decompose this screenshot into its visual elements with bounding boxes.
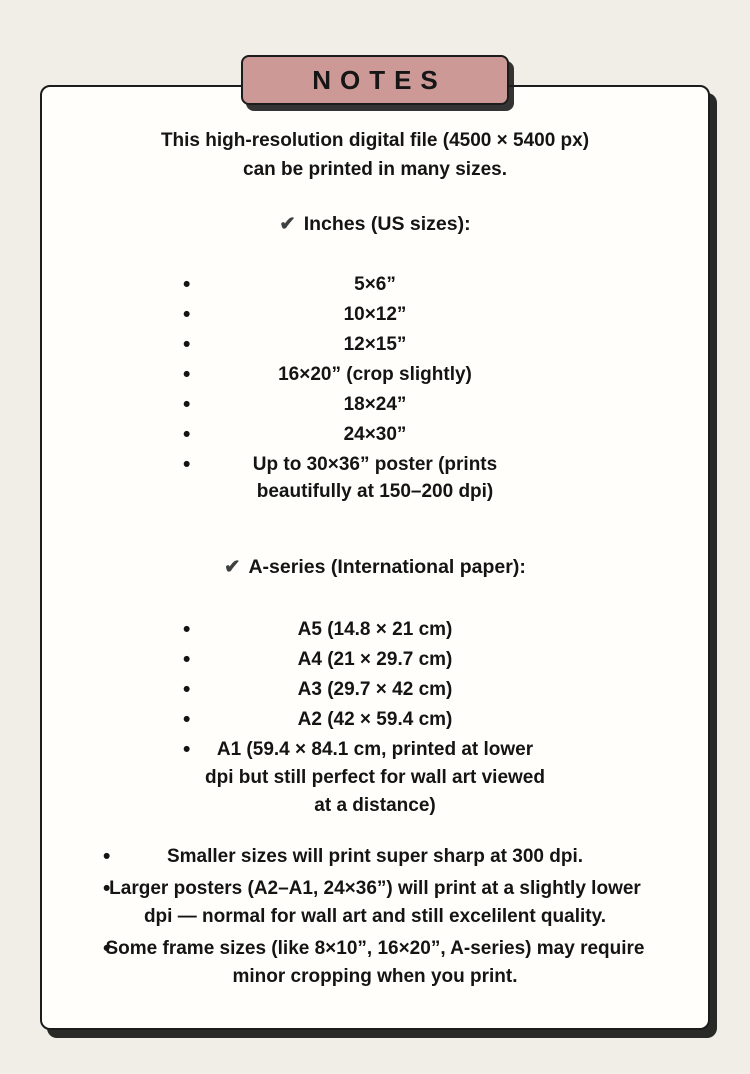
inches-section-heading bbox=[42, 212, 708, 236]
note-text: Smaller sizes will print super sharp at 300 dpi. bbox=[166, 845, 584, 867]
list-item bbox=[175, 360, 575, 390]
note-text: Larger posters (A2–A1, 24×36”) will print at a slightly lower dpi — normal for wall art and still excelilent quality. bbox=[109, 877, 641, 927]
aseries-heading-text: A-series (International paper): bbox=[248, 556, 526, 579]
aseries-section-heading bbox=[42, 555, 708, 579]
checkmark-icon: ✔ bbox=[224, 556, 241, 579]
size-text: 10×12” bbox=[343, 303, 407, 325]
size-text: A4 (21 × 29.7 cm) bbox=[297, 649, 453, 671]
size-text: A1 (59.4 × 84.1 cm, printed at lower dpi but still perfect for wall art viewed at a distance) bbox=[205, 739, 545, 816]
size-text: 18×24” bbox=[343, 393, 407, 415]
list-item bbox=[175, 735, 575, 821]
inches-heading-text: Inches (US sizes): bbox=[303, 213, 471, 235]
intro-text: This high-resolution digital file (4500 × 5400 px) can be printed in many sizes. bbox=[160, 130, 590, 180]
checkmark-icon: ✔ bbox=[279, 213, 296, 235]
aseries-size-list bbox=[175, 615, 575, 820]
note-item bbox=[45, 873, 705, 933]
notes-banner bbox=[241, 55, 509, 105]
size-text: Up to 30×36” poster (prints beautifully at 150–200 dpi) bbox=[252, 453, 498, 503]
spacer bbox=[42, 507, 708, 555]
list-item bbox=[175, 270, 575, 300]
list-item bbox=[175, 300, 575, 330]
size-text: A2 (42 × 59.4 cm) bbox=[297, 709, 453, 731]
size-text: 5×6” bbox=[354, 274, 396, 295]
list-item bbox=[175, 705, 575, 735]
size-text: 16×20” (crop slightly) bbox=[278, 363, 472, 385]
list-item bbox=[175, 675, 575, 705]
spacer bbox=[42, 821, 708, 841]
list-item bbox=[175, 615, 575, 645]
note-item bbox=[45, 933, 705, 993]
inches-size-list bbox=[175, 270, 575, 507]
note-text: Some frame sizes (like 8×10”, 16×20”, A-series) may require minor cropping when you print. bbox=[105, 937, 645, 987]
size-text: 12×15” bbox=[343, 333, 407, 355]
size-text: A3 (29.7 × 42 cm) bbox=[297, 679, 453, 701]
printing-notes-list bbox=[45, 841, 705, 993]
banner-title: NOTES bbox=[312, 64, 447, 95]
list-item bbox=[175, 390, 575, 420]
note-item bbox=[45, 841, 705, 873]
list-item bbox=[175, 330, 575, 360]
list-item bbox=[175, 450, 575, 508]
list-item bbox=[175, 645, 575, 675]
size-text: 24×30” bbox=[343, 423, 407, 445]
notes-card bbox=[40, 85, 710, 1030]
list-item bbox=[175, 420, 575, 450]
size-text: A5 (14.8 × 21 cm) bbox=[297, 619, 453, 641]
